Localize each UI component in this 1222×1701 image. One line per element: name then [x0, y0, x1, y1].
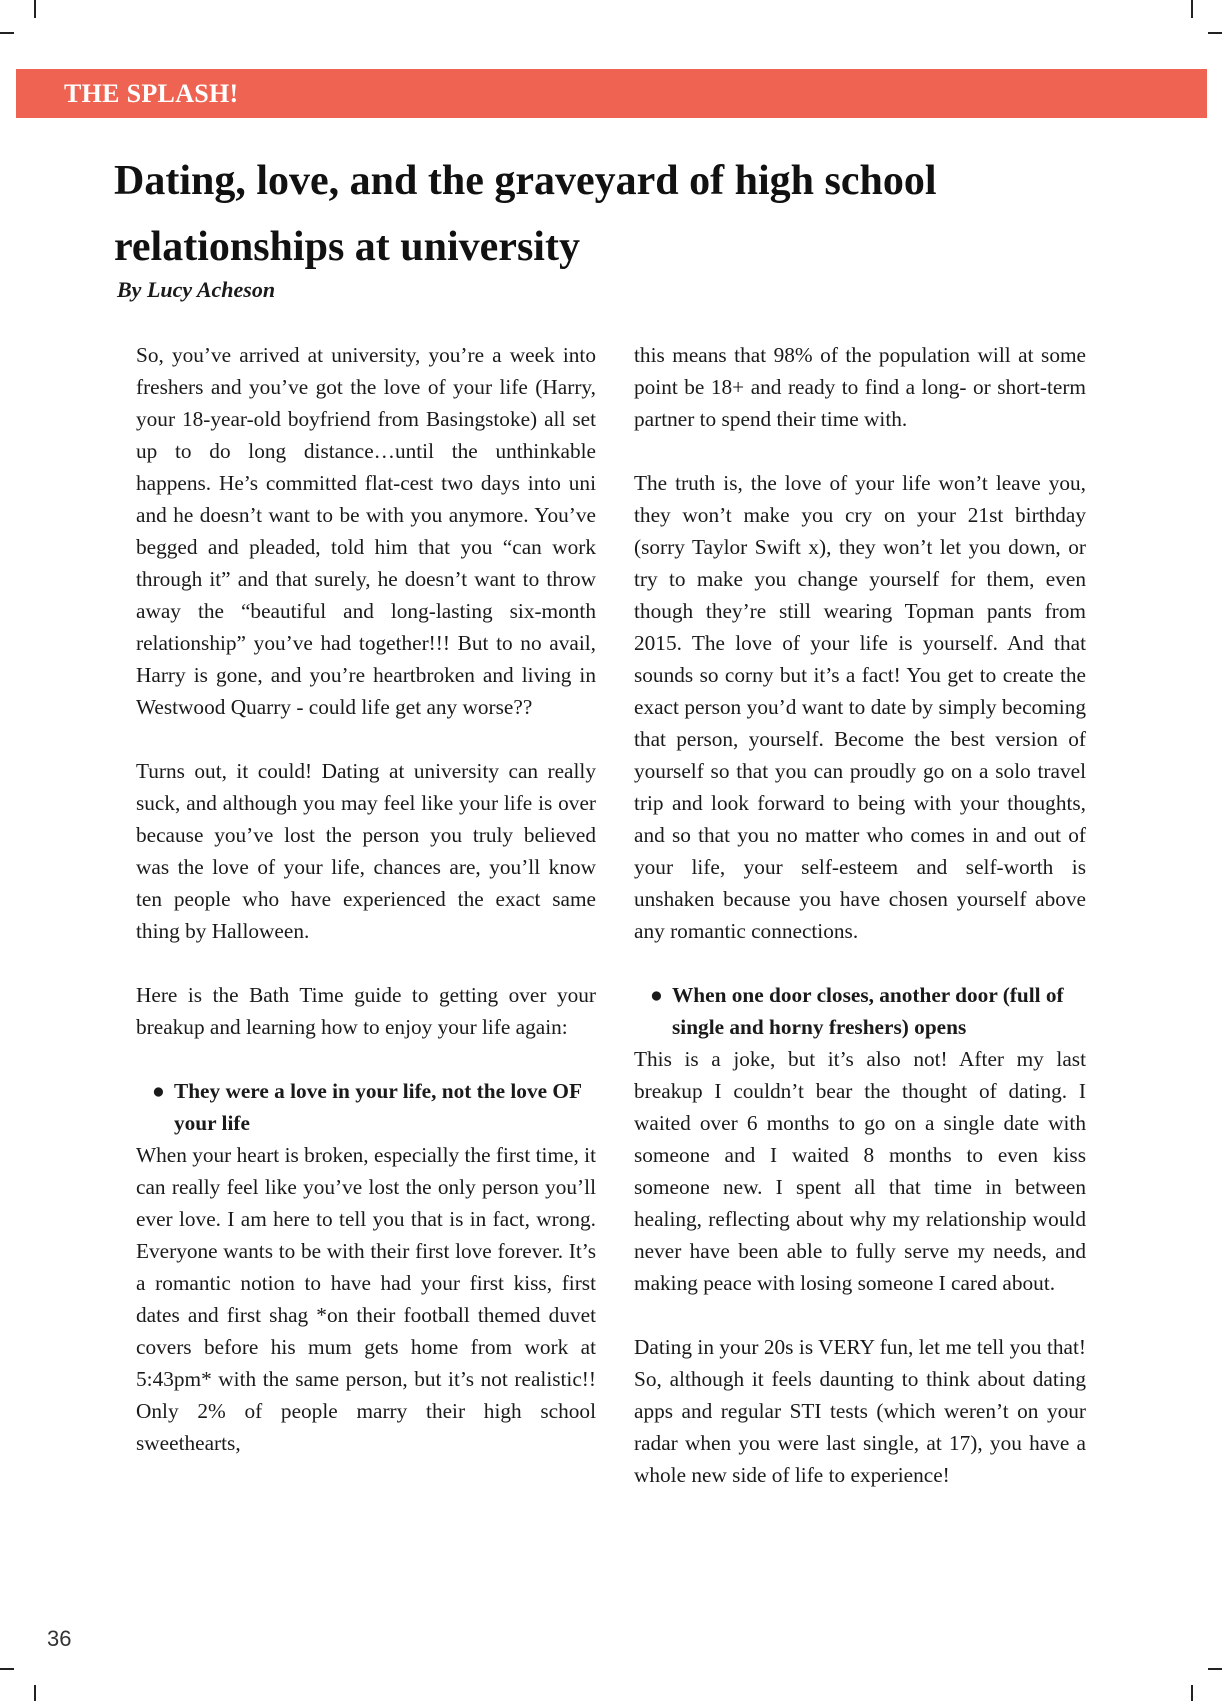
bullet-text: They were a love in your life, not the love OF your life	[174, 1079, 582, 1135]
column-right	[634, 339, 1086, 1491]
paragraph: this means that 98% of the population will at some point be 18+ and ready to find a long- or short-term partner to spend their time with.	[634, 343, 1086, 431]
bullet-icon: ●	[152, 1079, 165, 1103]
paragraph: The truth is, the love of your life won’t leave you, they won’t make you cry on your 21st birthday (sorry Taylor Swift x), they won’t let you down, or try to make you change yourself for them, even though they’re still wearing Topman pants from 2015. The love of your life is yourself. And that sounds so corny but it’s a fact! You get to create the exact person you’d want to date by simply becoming that person, yourself. Become the best version of yourself so that you can proudly go on a solo travel trip and look forward to being with your thoughts, and so that you no matter who comes in and out of your life, your self-esteem and self-worth is unshaken because you have chosen yourself above any romantic connections.	[634, 471, 1086, 943]
paragraph: So, you’ve arrived at university, you’re a week into freshers and you’ve got the love of your life (Harry, your 18-year-old boyfriend from Basingstoke) all set up to do long distance…until the unthinkable happens. He’s committed flat-cest two days into uni and he doesn’t want to be with you anymore. You’ve begged and pleaded, told him that you “can work through it” and that surely, he doesn’t want to throw away the “beautiful and long-lasting six-month relationship” you’ve had together!!! But to no avail, Harry is gone, and you’re heartbroken and living in Westwood Quarry - could life get any worse??	[136, 343, 596, 719]
crop-mark	[0, 1668, 14, 1670]
crop-mark	[1191, 1685, 1193, 1701]
column-left	[136, 339, 596, 1459]
paragraph: Turns out, it could! Dating at university can really suck, and although you may feel like your life is over because you’ve lost the person you truly believed was the love of your life, chances are, you’ll know ten people who have experienced the exact same thing by Halloween.	[136, 759, 596, 943]
bullet-text: When one door closes, another door (full of single and horny freshers) opens	[672, 983, 1064, 1039]
byline: By Lucy Acheson	[117, 277, 276, 302]
bullet-icon: ●	[650, 983, 663, 1007]
section-banner	[16, 69, 1207, 118]
paragraph: Here is the Bath Time guide to getting over your breakup and learning how to enjoy your life again:	[136, 983, 596, 1039]
title-line-2: relationships at university	[114, 224, 580, 270]
bullet-heading	[136, 1075, 596, 1139]
paragraph: When your heart is broken, especially the first time, it can really feel like you’ve lost the only person you’ll ever love. I am here to tell you that is in fact, wrong. Everyone wants to be with their first love forever. It’s a romantic notion to have had your first kiss, first dates and first shag *on their football themed duvet covers before his mum gets home from work at 5:43pm* with the same person, but it’s not realistic!! Only 2% of people marry their high school sweethearts,	[136, 1143, 596, 1455]
crop-mark	[1208, 1668, 1222, 1670]
page-number: 36	[47, 1626, 72, 1651]
crop-mark	[1191, 0, 1193, 18]
paragraph: This is a joke, but it’s also not! After my last breakup I couldn’t bear the thought of dating. I waited over 6 months to go on a single date with someone and I waited 8 months to even kiss someone new. I spent all that time in between healing, reflecting about why my relationship would never have been able to fully serve my needs, and making peace with losing someone I cared about.	[634, 1047, 1086, 1295]
section-label: THE SPLASH!	[64, 79, 239, 108]
crop-mark	[0, 32, 14, 34]
title-line-1: Dating, love, and the graveyard of high school	[114, 158, 937, 204]
crop-mark	[34, 0, 36, 18]
crop-mark	[34, 1685, 36, 1701]
paragraph: Dating in your 20s is VERY fun, let me tell you that! So, although it feels daunting to think about dating apps and regular STI tests (which weren’t on your radar when you were last single, at 17), you have a whole new side of life to experience!	[634, 1335, 1086, 1487]
article-title	[114, 148, 1114, 280]
crop-mark	[1208, 32, 1222, 34]
bullet-heading	[634, 979, 1086, 1043]
